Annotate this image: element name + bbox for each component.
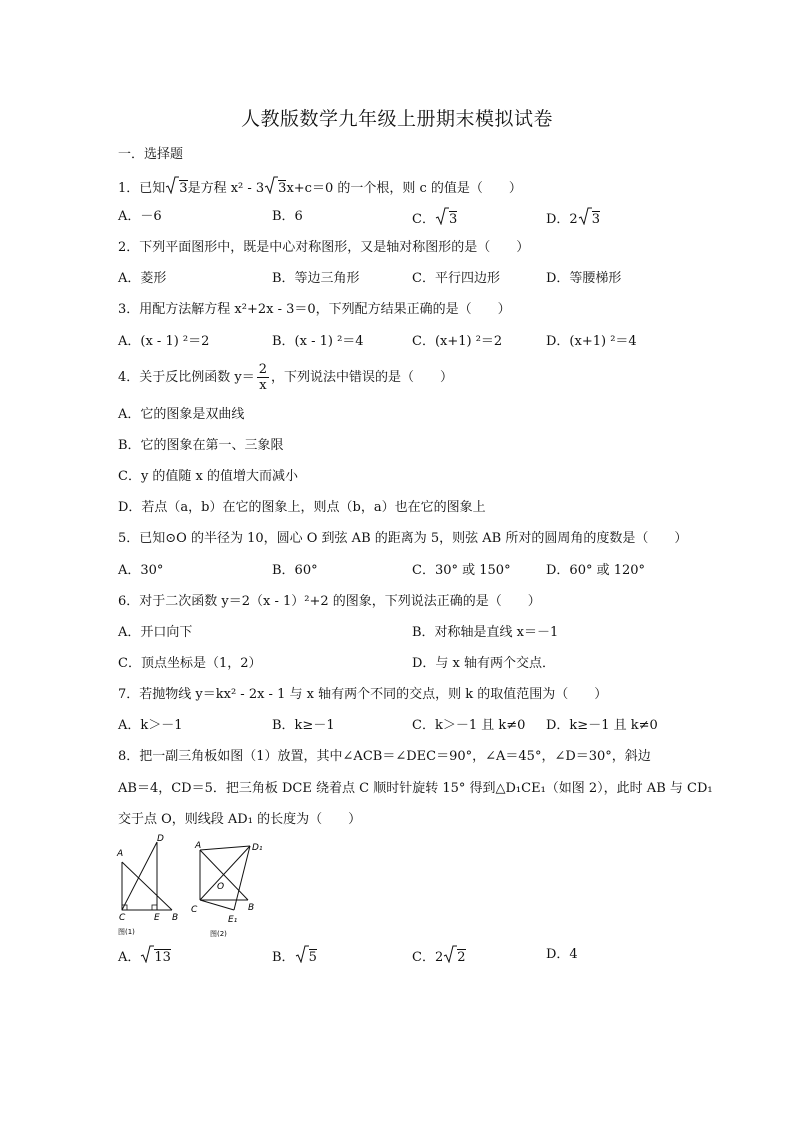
sqrt-icon: [140, 945, 154, 970]
q5-option-b: B．60°: [272, 563, 318, 578]
q1-d-label: D．2: [546, 212, 578, 227]
label-b: B: [248, 903, 255, 913]
question-4: [118, 362, 453, 393]
q8-b-label: B．: [272, 950, 295, 965]
q8-option-d: D．4: [546, 947, 578, 962]
q1-c-label: C．: [412, 212, 435, 227]
right-angle-mark: [152, 905, 157, 910]
q1-option-d: [546, 207, 600, 232]
q2-option-a: A．菱形: [118, 271, 167, 286]
q8-option-b: [272, 945, 317, 970]
fraction-numerator: 2: [258, 362, 268, 377]
seg-ab: [122, 862, 172, 910]
label-c: C: [191, 905, 198, 915]
q4-option-a: A．它的图象是双曲线: [118, 407, 245, 422]
q1-option-c: [412, 207, 457, 232]
sqrt-icon: [435, 207, 449, 232]
question-5: 5．已知⊙O 的半径为 10，圆心 O 到弦 AB 的距离为 5，则弦 AB 所对的圆周角的度数是（ ）: [118, 531, 688, 546]
q7-option-d: D．k≥－1 且 k≠0: [546, 718, 658, 733]
q4-pre: 4．关于反比例函数 y＝: [118, 370, 255, 385]
q3-option-c: C．(x+1) ²＝2: [412, 334, 503, 349]
question-8-line-1: 8．把一副三角板如图（1）放置，其中∠ACB＝∠DEC＝90°，∠A＝45°，∠D＝30°，斜边: [118, 749, 651, 764]
q4-option-b: B．它的图象在第一、三象限: [118, 438, 284, 453]
q4-option-d: D．若点（a，b）在它的图象上，则点（b，a）也在它的图象上: [118, 500, 486, 515]
question-7: 7．若抛物线 y＝kx² - 2x - 1 与 x 轴有两个不同的交点，则 k 的取值范围为（ ）: [118, 687, 608, 702]
section-heading: 一．选择题: [118, 147, 184, 162]
sqrt-icon: [295, 945, 309, 970]
q1-post: x+c＝0 的一个根，则 c 的值是（ ）: [286, 181, 522, 196]
q8-option-a: [118, 945, 171, 970]
sqrt-icon: [443, 945, 457, 970]
q1-option-a: A．－6: [118, 209, 162, 224]
q8-c-label: C．2: [412, 950, 444, 965]
fraction-denominator: x: [259, 378, 267, 393]
q8-option-c: [412, 945, 466, 970]
q4-post: ，下列说法中错误的是（ ）: [271, 370, 454, 385]
q1-mid: 是方程 x² - 3: [187, 181, 265, 196]
label-e1: E₁: [228, 915, 238, 925]
figure-2: [188, 836, 268, 944]
question-8-line-3: 交于点 O，则线段 AD₁ 的长度为（ ）: [118, 812, 362, 827]
q2-option-d: D．等腰梯形: [546, 271, 622, 286]
label-a: A: [195, 841, 202, 851]
q1-rad: 3: [179, 181, 188, 196]
label-d1: D₁: [252, 843, 263, 853]
q7-option-a: A．k＞－1: [118, 718, 183, 733]
label-a: A: [117, 849, 124, 859]
fig1-caption: 图(1): [118, 928, 135, 936]
label-e: E: [154, 913, 160, 923]
q4-option-c: C．y 的值随 x 的值增大而减小: [118, 469, 299, 484]
question-8-line-2: AB＝4，CD＝5．把三角板 DCE 绕着点 C 顺时针旋转 15° 得到△D₁CE₁（如图 2），此时 AB 与 CD₁: [118, 781, 713, 796]
question-1: [118, 176, 522, 201]
q3-option-b: B．(x - 1) ²＝4: [272, 334, 364, 349]
seg-cd1: [200, 846, 250, 900]
page-title: 人教版数学九年级上册期末模拟试卷: [240, 108, 553, 130]
q8-a-rad: 13: [154, 950, 171, 965]
q8-b-rad: 5: [308, 950, 317, 965]
q3-option-a: A．(x - 1) ²＝2: [118, 334, 210, 349]
q5-option-c: C．30° 或 150°: [412, 563, 511, 578]
q7-option-c: C．k＞－1 且 k≠0: [412, 718, 526, 733]
q6-option-a: A．开口向下: [118, 625, 193, 640]
sqrt-icon: [264, 176, 278, 201]
sqrt-icon: [578, 207, 592, 232]
sqrt-icon: [165, 176, 179, 201]
q6-option-b: B．对称轴是直线 x＝－1: [412, 625, 559, 640]
q8-c-rad: 2: [457, 950, 466, 965]
label-d: D: [157, 834, 164, 844]
question-3: 3．用配方法解方程 x²+2x - 3＝0，下列配方结果正确的是（ ）: [118, 302, 511, 317]
label-o: O: [217, 882, 225, 892]
seg-dc: [122, 842, 157, 910]
q1-rad2: 3: [278, 181, 287, 196]
label-b: B: [172, 913, 179, 923]
q5-option-a: A．30°: [118, 563, 164, 578]
q7-option-b: B．k≥－1: [272, 718, 335, 733]
seg-ce1: [200, 900, 234, 910]
q8-a-label: A．: [118, 950, 141, 965]
seg-ad1: [200, 846, 250, 850]
figure-1: [112, 832, 192, 940]
q6-option-d: D．与 x 轴有两个交点．: [412, 656, 556, 671]
q2-option-b: B．等边三角形: [272, 271, 360, 286]
fraction: [257, 362, 269, 393]
question-2: 2．下列平面图形中，既是中心对称图形，又是轴对称图形的是（ ）: [118, 240, 530, 255]
fig2-caption: 图(2): [210, 930, 227, 938]
q6-option-c: C．顶点坐标是（1，2）: [118, 656, 262, 671]
q1-pre: 1．已知: [118, 181, 166, 196]
label-c: C: [119, 913, 126, 923]
q5-option-d: D．60° 或 120°: [546, 563, 646, 578]
question-6: 6．对于二次函数 y＝2（x - 1）²+2 的图象，下列说法正确的是（ ）: [118, 594, 541, 609]
q2-option-c: C．平行四边形: [412, 271, 500, 286]
q1-c-rad: 3: [448, 212, 458, 227]
q3-option-d: D．(x+1) ²＝4: [546, 334, 637, 349]
q1-option-b: B．6: [272, 209, 303, 224]
q1-d-rad: 3: [591, 212, 600, 227]
